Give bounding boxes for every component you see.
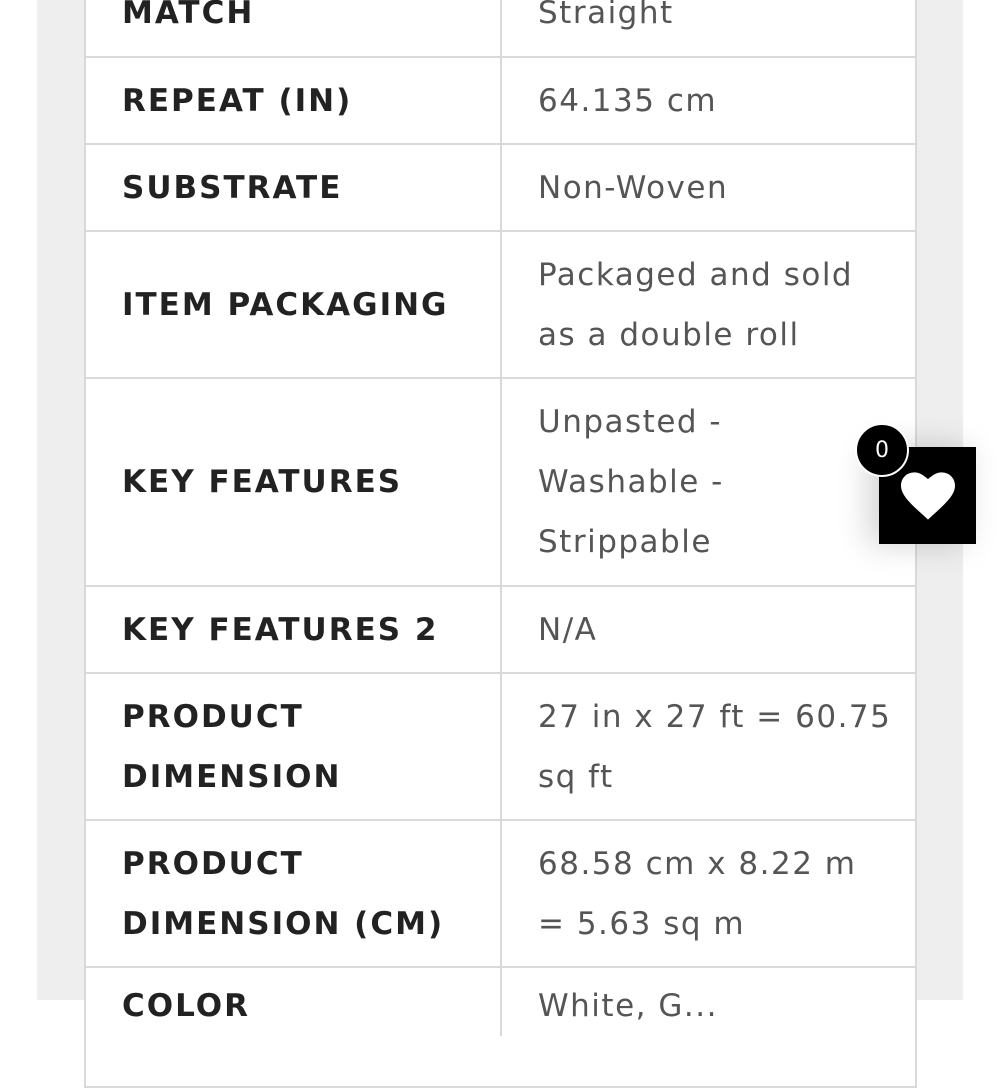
spec-value: N/A	[538, 611, 598, 648]
spec-value: 68.58 cm x 8.22 m = 5.63 sq m	[538, 845, 857, 942]
spec-row-substrate	[86, 145, 915, 232]
spec-label: PRODUCT DIMENSION (CM)	[86, 821, 502, 966]
spec-row-key-features	[86, 379, 915, 587]
page-margin-left	[0, 0, 37, 1000]
spec-value: 64.135 cm	[538, 82, 718, 119]
spec-value: Straight	[538, 0, 674, 31]
wishlist-count-badge: 0	[855, 423, 909, 477]
spec-row-match	[86, 0, 915, 58]
spec-label: ITEM PACKAGING	[86, 232, 502, 377]
spec-label: KEY FEATURES 2	[86, 587, 502, 672]
spec-value: Unpasted - Washable - Strippable	[538, 404, 724, 560]
spec-value: Non-Woven	[538, 169, 729, 206]
spec-label: REPEAT (IN)	[86, 58, 502, 143]
spec-label: PRODUCT DIMENSION	[86, 674, 502, 819]
spec-row-key-features-2	[86, 587, 915, 674]
heart-icon	[901, 472, 955, 520]
spec-row-repeat	[86, 58, 915, 145]
spec-value: 27 in x 27 ft = 60.75 sq ft	[538, 698, 892, 795]
spec-label: COLOR	[86, 968, 502, 1036]
spec-label: KEY FEATURES	[86, 379, 502, 585]
spec-row-item-packaging	[86, 232, 915, 379]
spec-value: White, G...	[538, 988, 718, 1024]
product-specifications-table	[84, 0, 917, 1088]
spec-row-color	[86, 968, 915, 1088]
spec-value: Packaged and sold as a double roll	[538, 256, 854, 353]
spec-row-product-dimension	[86, 674, 915, 821]
spec-label: SUBSTRATE	[86, 145, 502, 230]
spec-label: MATCH	[86, 0, 502, 56]
spec-row-product-dimension-cm	[86, 821, 915, 968]
